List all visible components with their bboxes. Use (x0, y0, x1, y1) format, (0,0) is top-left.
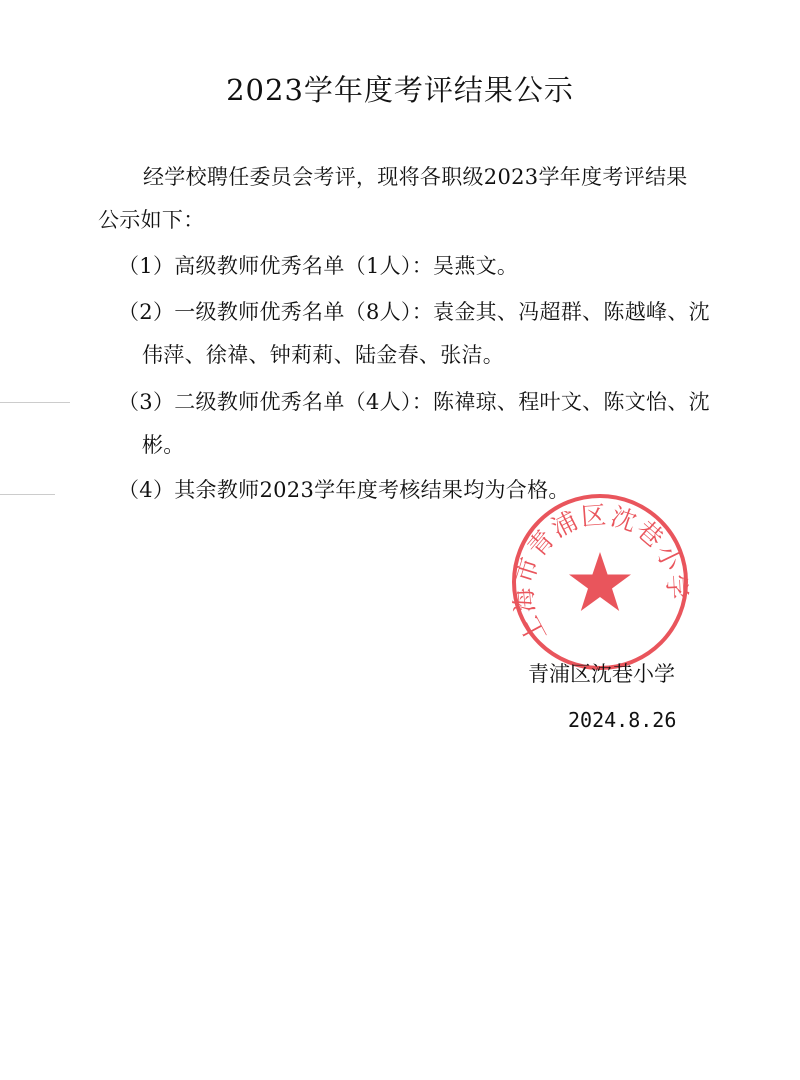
list-item-first-level: （2）一级教师优秀名单（8人）：袁金其、冯超群、陈越峰、沈伟萍、徐禕、钟莉莉、陆金春、张洁。 (118, 300, 710, 367)
seal-star-icon (569, 552, 631, 611)
list-item-others: （4）其余教师2023学年度考核结果均为合格。 (118, 478, 570, 502)
scan-artifact-line (0, 494, 55, 495)
official-seal-stamp (508, 490, 692, 674)
list-item-senior: （1）高级教师优秀名单（1人）：吴燕文。 (118, 254, 519, 278)
list-item-second-level: （3）二级教师优秀名单（4人）：陈禕琼、程叶文、陈文怡、沈彬。 (118, 390, 710, 457)
scan-artifact-line (0, 402, 70, 403)
document-title: 2023学年度考评结果公示 (226, 73, 574, 107)
signature-organization: 青浦区沈巷小学 (528, 662, 675, 686)
signature-date: 2024.8.26 (568, 708, 677, 732)
svg-text:上海市青浦区沈巷小学: 上海市青浦区沈巷小学 (508, 500, 692, 648)
intro-paragraph: 经学校聘任委员会考评，现将各职级2023学年度考评结果公示如下： (98, 165, 688, 232)
